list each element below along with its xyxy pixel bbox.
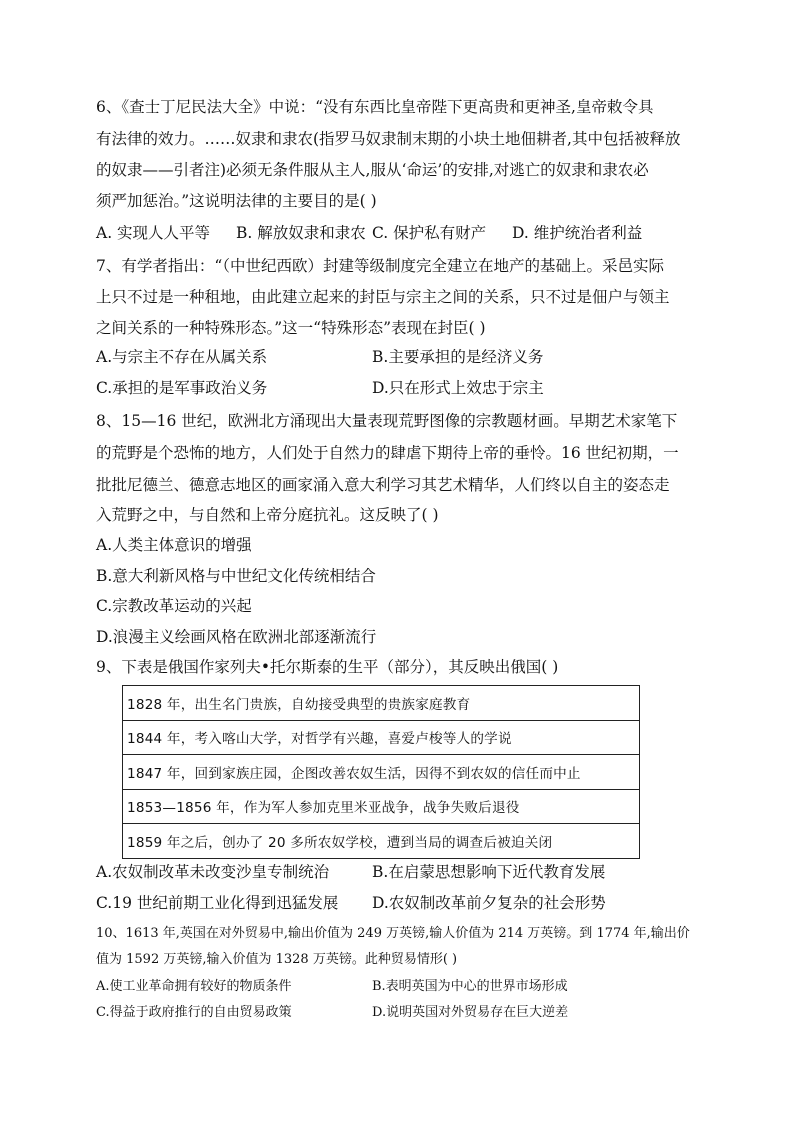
- q7-option-d[interactable]: D.只在形式上效忠于宗主: [372, 379, 544, 397]
- q6-option-c[interactable]: C. 保护私有财产: [372, 224, 487, 242]
- q6-option-d[interactable]: D. 维护统治者利益: [512, 224, 643, 242]
- q9-biography-table: [122, 685, 640, 859]
- q7-option-b[interactable]: B.主要承担的是经济义务: [372, 348, 544, 366]
- q6-option-a[interactable]: A. 实现人人平等: [96, 224, 211, 242]
- q6-line-4: 须严加惩治。”这说明法律的主要目的是( ): [96, 192, 377, 210]
- table-row: [123, 824, 640, 859]
- q6-line-3: 的奴隶——引者注)必须无条件服从主人,服从‘命运’的安排,对逃亡的奴隶和隶农必: [96, 161, 649, 179]
- q10-option-c[interactable]: C.得益于政府推行的自由贸易政策: [96, 1005, 292, 1020]
- q10-option-a[interactable]: A.使工业革命拥有较好的物质条件: [96, 979, 292, 994]
- q7-line-2: 上只不过是一种租地，由此建立起来的封臣与宗主之间的关系，只不过是佃户与领主: [96, 288, 670, 306]
- q8-line-2: 的荒野是个恐怖的地方，人们处于自然力的肆虐下期待上帝的垂怜。16 世纪初期，一: [96, 444, 679, 462]
- q7-option-c[interactable]: C.承担的是军事政治义务: [96, 379, 268, 397]
- table-row: [123, 789, 640, 824]
- q7-option-a[interactable]: A.与宗主不存在从属关系: [96, 348, 268, 366]
- q8-line-4: 入荒野之中，与自然和上帝分庭抗礼。这反映了( ): [96, 506, 439, 524]
- table-cell: 1847 年，回到家族庄园，企图改善农奴生活，因得不到农奴的信任而中止: [123, 755, 640, 790]
- q10-option-b[interactable]: B.表明英国为中心的世界市场形成: [372, 979, 568, 994]
- table-cell: 1844 年，考入喀山大学，对哲学有兴趣，喜爱卢梭等人的学说: [123, 720, 640, 755]
- q8-option-b[interactable]: B.意大利新风格与中世纪文化传统相结合: [96, 567, 376, 585]
- q9-option-b[interactable]: B.在启蒙思想影响下近代教育发展: [372, 863, 606, 881]
- q8-option-c[interactable]: C.宗教改革运动的兴起: [96, 597, 252, 615]
- q9-option-c[interactable]: C.19 世纪前期工业化得到迅猛发展: [96, 894, 339, 912]
- q7-line-1: 7、有学者指出：“（中世纪西欧）封建等级制度完全建立在地产的基础上。采邑实际: [96, 257, 665, 275]
- table-cell: 1828 年，出生名门贵族，自幼接受典型的贵族家庭教育: [123, 686, 640, 721]
- table-row: [123, 686, 640, 721]
- q10-option-d[interactable]: D.说明英国对外贸易存在巨大逆差: [372, 1005, 569, 1020]
- q6-line-1: 6、《查士丁尼民法大全》中说：“没有东西比皇帝陛下更高贵和更神圣,皇帝敕令具: [96, 98, 654, 116]
- q9-option-a[interactable]: A.农奴制改革未改变沙皇专制统治: [96, 863, 330, 881]
- q8-line-3: 批批尼德兰、德意志地区的画家涌入意大利学习其艺术精华，人们终以自主的姿态走: [96, 476, 670, 494]
- q10-line-2: 值为 1592 万英镑,输入价值为 1328 万英镑。此种贸易情形( ): [96, 952, 458, 967]
- q6-line-2: 有法律的效力。……奴隶和隶农(指罗马奴隶制末期的小块土地佃耕者,其中包括被释放: [96, 130, 681, 148]
- table-cell: 1853—1856 年，作为军人参加克里米亚战争，战争失败后退役: [123, 789, 640, 824]
- q8-option-a[interactable]: A.人类主体意识的增强: [96, 536, 252, 554]
- q9-option-d[interactable]: D.农奴制改革前夕复杂的社会形势: [372, 894, 606, 912]
- table-row: [123, 720, 640, 755]
- q7-line-3: 之间关系的一种特殊形态。”这一“特殊形态”表现在封臣( ): [96, 319, 486, 337]
- q9-stem: 9、下表是俄国作家列夫•托尔斯泰的生平（部分），其反映出俄国( ): [96, 658, 559, 676]
- table-row: [123, 755, 640, 790]
- q8-line-1: 8、15—16 世纪，欧洲北方涌现出大量表现荒野图像的宗教题材画。早期艺术家笔下: [96, 412, 678, 430]
- q8-option-d[interactable]: D.浪漫主义绘画风格在欧洲北部逐渐流行: [96, 628, 377, 646]
- table-cell: 1859 年之后，创办了 20 多所农奴学校，遭到当局的调查后被迫关闭: [123, 824, 640, 859]
- q6-option-b[interactable]: B. 解放奴隶和隶农: [236, 224, 366, 242]
- q10-line-1: 10、1613 年,英国在对外贸易中,输出价值为 249 万英镑,输人价值为 214 万英镑。到 1774 年,输出价: [96, 926, 690, 941]
